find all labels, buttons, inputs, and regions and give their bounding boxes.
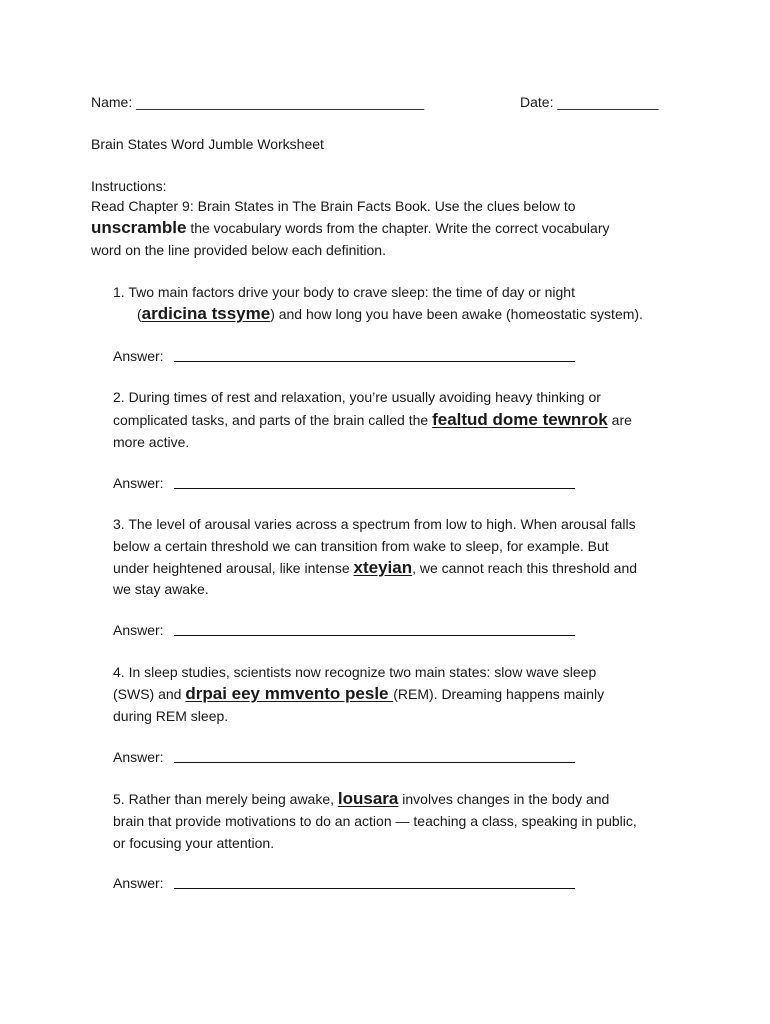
q1-pre: (	[137, 306, 142, 322]
answer-2-label: Answer:	[113, 475, 164, 491]
answer-4-label: Answer:	[113, 749, 164, 765]
question-1-line-2	[137, 303, 643, 325]
question-2-line-1: 2. During times of rest and relaxation, you’re usually avoiding heavy thinking or	[113, 389, 601, 405]
answer-5-label: Answer:	[113, 875, 164, 891]
name-field	[91, 91, 424, 113]
q4-post: (REM). Dreaming happens mainly	[393, 686, 605, 702]
question-4-line-1: 4. In sleep studies, scientists now recognize two main states: slow wave sleep	[113, 664, 597, 680]
question-5-line-1	[113, 788, 609, 810]
name-label: Name:	[91, 94, 137, 110]
answer-3-line[interactable]	[174, 635, 575, 636]
answer-3-label: Answer:	[113, 622, 164, 638]
answer-5-line[interactable]	[174, 888, 575, 889]
question-3-line-1: 3. The level of arousal varies across a spectrum from low to high. When arousal falls	[113, 516, 636, 532]
answer-2-line[interactable]	[174, 488, 575, 489]
question-4-line-3: during REM sleep.	[113, 708, 229, 724]
q3-pre: under heightened arousal, like intense	[113, 560, 354, 576]
q2-pre: complicated tasks, and parts of the brain called the	[113, 412, 433, 428]
instructions-line-2-rest: the vocabulary words from the chapter. Write the correct vocabulary	[186, 220, 610, 236]
date-field	[520, 91, 659, 113]
q1-jumbled-word: ardicina tssyme	[141, 304, 271, 323]
q1-post: ) and how long you have been awake (homeostatic system).	[270, 306, 643, 322]
instructions-line-2	[91, 217, 609, 239]
q5-jumbled-word: lousara	[337, 789, 399, 808]
date-label: Date:	[520, 94, 558, 110]
q4-pre: (SWS) and	[113, 686, 186, 702]
answer-4-line[interactable]	[174, 762, 575, 763]
unscramble-emphasis: unscramble	[91, 218, 187, 237]
worksheet-title: Brain States Word Jumble Worksheet	[91, 136, 324, 152]
q5-pre: 5. Rather than merely being awake,	[113, 791, 338, 807]
question-2-line-2	[113, 409, 632, 431]
date-blank: _____________	[557, 94, 659, 110]
question-3-line-3	[113, 557, 637, 579]
q3-post: , we cannot reach this threshold and	[412, 560, 638, 576]
instructions-heading: Instructions:	[91, 178, 167, 194]
question-4-line-2	[113, 683, 604, 705]
q4-jumbled-word: drpai eey mmvento pesle	[185, 684, 394, 703]
question-2-line-3: more active.	[113, 434, 190, 450]
instructions-line-3: word on the line provided below each definition.	[91, 242, 386, 258]
q5-post: involves changes in the body and	[398, 791, 610, 807]
question-1-line-1: 1. Two main factors drive your body to crave sleep: the time of day or night	[113, 284, 575, 300]
answer-1-label: Answer:	[113, 348, 164, 364]
q2-jumbled-word: fealtud dome tewnrok	[432, 410, 608, 429]
question-3-line-2: below a certain threshold we can transition from wake to sleep, for example. But	[113, 538, 609, 554]
q3-jumbled-word: xteyian	[353, 558, 413, 577]
question-3-line-4: we stay awake.	[113, 581, 209, 597]
question-5-line-3: or focusing your attention.	[113, 835, 275, 851]
instructions-line-1: Read Chapter 9: Brain States in The Brain Facts Book. Use the clues below to	[91, 198, 576, 214]
answer-1-line[interactable]	[174, 361, 575, 362]
q2-post: are	[607, 412, 632, 428]
name-blank: _____________________________________	[136, 94, 425, 110]
question-5-line-2: brain that provide motivations to do an action — teaching a class, speaking in public,	[113, 813, 637, 829]
